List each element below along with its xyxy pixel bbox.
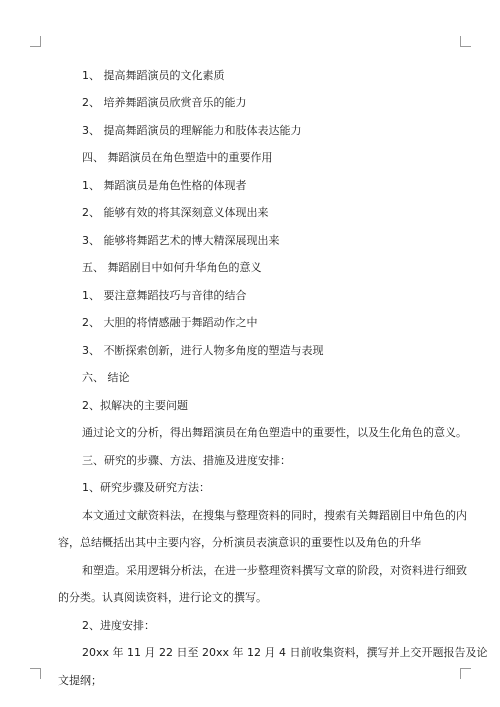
list-item: 2、 能够有效的将其深刻意义体现出来 <box>82 206 269 219</box>
subsection-heading: 2、进度安排： <box>82 619 155 632</box>
paragraph-line: 20xx 年 11 月 22 日至 20xx 年 12 月 4 日前收集资料，撰写并上交开题报告及论 <box>82 646 488 659</box>
list-item: 2、 培养舞蹈演员欣赏音乐的能力 <box>82 96 247 109</box>
section-heading: 六、 结论 <box>82 371 130 384</box>
list-item: 3、 不断探索创新，进行人物多角度的塑造与表现 <box>82 344 324 357</box>
corner-mark-bottom-left <box>30 668 41 679</box>
section-heading: 五、 舞蹈剧目中如何升华角色的意义 <box>82 261 262 274</box>
paragraph-line: 容，总结概括出其中主要内容，分析演员表演意识的重要性以及角色的升华 <box>58 536 421 549</box>
corner-mark-top-right <box>460 36 471 47</box>
section-heading: 四、 舞蹈演员在角色塑造中的重要作用 <box>82 151 273 164</box>
corner-mark-bottom-right <box>460 668 471 679</box>
list-item: 3、 提高舞蹈演员的理解能力和肢体表达能力 <box>82 124 302 137</box>
list-item: 1、 舞蹈演员是角色性格的体现者 <box>82 179 247 192</box>
subsection-heading: 2、拟解决的主要问题 <box>82 399 188 412</box>
list-item: 2、 大胆的将情感融于舞蹈动作之中 <box>82 316 258 329</box>
list-item: 1、 提高舞蹈演员的文化素质 <box>82 69 225 82</box>
paragraph-line: 通过论文的分析，得出舞蹈演员在角色塑造中的重要性，以及生化角色的意义。 <box>82 426 467 439</box>
list-item: 1、 要注意舞蹈技巧与音律的结合 <box>82 289 247 302</box>
paragraph-line: 文提纲； <box>58 674 102 687</box>
corner-mark-top-left <box>30 36 41 47</box>
list-item: 3、 能够将舞蹈艺术的博大精深展现出来 <box>82 234 280 247</box>
paragraph-line: 的分类。认真阅读资料，进行论文的撰写。 <box>58 591 267 604</box>
subsection-heading: 1、研究步骤及研究方法： <box>82 481 210 494</box>
section-heading: 三、研究的步骤、方法、措施及进度安排： <box>82 454 291 467</box>
paragraph-line: 本文通过文献资料法，在搜集与整理资料的同时，搜索有关舞蹈剧目中角色的内 <box>82 509 467 522</box>
paragraph-line: 和塑造。采用逻辑分析法，在进一步整理资料撰写文章的阶段，对资料进行细致 <box>82 564 467 577</box>
